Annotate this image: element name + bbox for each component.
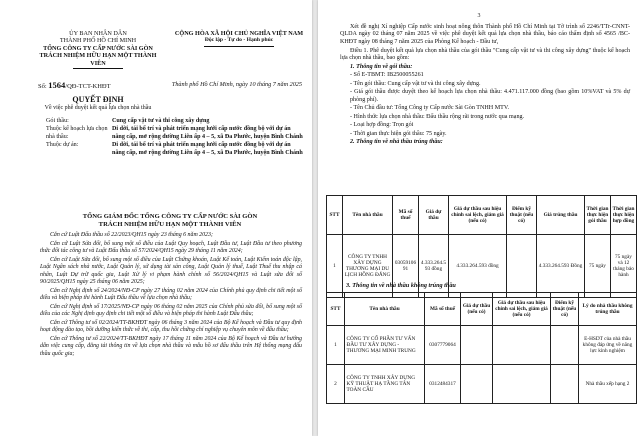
table-cell: 0312484317 [425,365,461,404]
info-row [46,118,304,125]
table-header-row [327,293,637,326]
legal-basis: Căn cứ Luật Sửa đổi, bổ sung một số điều của Luật Chứng khoán, Luật Kế toán, Luật Kiểm toán độc lập, Luật Ngân sách nhà nước, Luật Quản lý, sử dụng tài sản công, Luật Quản lý thuế, Luật Thuế thu nhập cá nhân, Luật Dự trữ quốc gia, Luật Xử lý vi phạm hành chính số 56/2024/QH15 và Luật sửa đổi số 90/2025/QH15 ngày 25 tháng 06 năm 2025; [40,256,302,286]
column-header: STT [327,293,345,326]
director-line-1: TỔNG GIÁM ĐỐC TỔNG CÔNG TY CẤP NƯỚC SÀI GÒN [82,213,258,220]
table-cell: 1 [327,326,345,365]
column-header: Mã số thuế [425,293,461,326]
legal-basis: Căn cứ Nghị định số 17/2025/NĐ-CP ngày 06 tháng 02 năm 2025 của Chính phủ sửa đổi, bổ sung một số điều của các Nghị định quy định chi tiết một số điều và biện pháp thi hành Luật Đấu thầu; [40,303,302,318]
info-label: Gói thầu: [46,118,69,124]
column-header: STT [327,196,343,235]
table-cell: 75 ngày [585,235,611,298]
table-cell: CÔNG TY TNHH XÂY DỰNG THƯƠNG MẠI DU LỊCH HỒNG ĐĂNG [343,235,393,298]
package-item: - Hình thức lựa chọn nhà thầu: Đấu thầu rộng rãi trong nước qua mạng. [350,113,525,120]
organization-header [38,30,158,69]
package-item: - Tên Chủ đầu tư: Tổng Công ty Cấp nước Sài Gòn TNHH MTV. [350,105,510,112]
nation-line-1: CỘNG HÒA XÃ HỘI CHỦ NGHĨA VIỆT NAM [174,30,304,37]
table-cell: 0305910691 [393,235,419,298]
legal-basis: Căn cứ Luật Đấu thầu số 22/2023/QH15 ngày 23 tháng 6 năm 2023; [50,232,213,238]
table-header-row [327,196,637,235]
org-line-1: ỦY BAN NHÂN DÂN [69,30,127,37]
decision-title: QUYẾT ĐỊNH [72,95,124,104]
decision-subtitle: Về việc phê duyệt kết quả lựa chọn nhà thầu [44,105,152,111]
legal-basis: Căn cứ Luật Sửa đổi, bổ sung một số điều của Luật Quy hoạch, Luật Đầu tư, Luật Đầu tư theo phương thức đối tác công tư và Luật Đấu thầu số 57/2024/QH15 ngày 29 tháng 11 năm 2024; [40,240,302,255]
reference-suffix: /QĐ-TCT-KHĐT [65,83,111,90]
director-line-2: TRÁCH NHIỆM HỮU HẠN MỘT THÀNH VIÊN [98,221,242,228]
table-cell [551,326,579,365]
section-1-title: 1. Thông tin về gói thầu: [350,63,413,70]
decision-page-3 [318,0,640,436]
reference-row [38,80,302,92]
table-cell: 1 [327,235,343,298]
consideration-paragraph [340,24,630,47]
article-1 [340,48,630,148]
column-header: Điểm kỹ thuật (nếu có) [551,293,579,326]
reference-number-value: 1564 [48,80,66,90]
package-item: - Tên gói thầu: Cung cấp vật tư và thi công xây dựng. [350,80,481,87]
table-cell [461,365,493,404]
table-cell: 4.333.264.593 đồng [419,235,449,298]
info-value: Di dời, tái bố trí và phát triển mạng lưới cấp nước đồng bộ với dự án nâng cấp, mở rộng đường Liên ấp 4 – 5, xã Đa Phước, huyện Bình Chánh [112,142,303,156]
org-line-3: TỔNG CÔNG TY CẤP NƯỚC SÀI GÒN [43,44,153,52]
column-header: Điểm kỹ thuật (nếu có) [507,196,537,235]
article-1-text: Điều 1. Phê duyệt kết quả lựa chọn nhà thầu của gói thầu "Cung cấp vật tư và thi công xây dựng" thuộc kế hoạch lựa chọn nhà thầu, bao gồm: [340,48,630,62]
org-underline [73,68,123,69]
section-3-title: 3. Thông tin về nhà thầu không trúng thầu [346,282,456,289]
table-cell: 75 ngày và 12 tháng bảo hành [611,235,637,298]
column-header: Giá dự thầu sau hiệu chỉnh sai lệch, giảm giá (nếu có) [449,196,507,235]
column-header: Giá trúng thầu [537,196,585,235]
package-item: - Loại hợp đồng: Trọn gói [350,122,414,129]
info-row [46,126,304,141]
table-cell: CÔNG TY TNHH XÂY DỰNG KỸ THUẬT HẠ TẦNG TÂN TOÀN CẦU [345,365,425,404]
table-cell: 4.333.264.593 Đồng [537,235,585,298]
reference-number [38,80,111,90]
column-header: Giá dự thầu [419,196,449,235]
column-header: Lý do nhà thầu không trúng thầu [579,293,637,326]
table-cell [493,326,551,365]
table-cell: CÔNG TY CỔ PHẦN TƯ VẤN ĐẦU TƯ XÂY DỰNG - THƯƠNG MẠI MINH TRUNG [345,326,425,365]
info-label: Thuộc dự án: [46,142,79,149]
losing-bidders-table [326,292,637,404]
decision-page-1 [0,0,312,436]
document-header [38,30,304,70]
info-label: Thuộc kế hoạch lựa chọn nhà thầu: [46,126,108,140]
column-header: Tên nhà thầu [343,196,393,235]
legal-basis: Căn cứ Thông tư số 22/2024/TT-BKHĐT ngày 17 tháng 11 năm 2024 của Bộ Kế hoạch và Đầu tư hướng dẫn việc cung cấp, đăng tải thông tin về lựa chọn nhà thầu và mẫu hồ sơ đấu thầu trên Hệ thống mạng đấu thầu quốc gia; [40,336,302,357]
nation-line-2: Độc lập - Tự do - Hạnh phúc [204,37,274,44]
reference-prefix: Số: [38,83,47,90]
info-row [46,142,304,157]
table-cell: 4.333.264.593 đồng [449,235,507,298]
column-header: Thời gian thực hiện hợp đồng [611,196,637,235]
package-info [46,118,304,158]
director-heading [38,213,302,229]
table-row [327,365,637,404]
section-2-title: 2. Thông tin về nhà thầu trúng thầu: [350,139,443,146]
column-header: Thời gian thực hiện gói thầu [585,196,611,235]
package-item: - Giá gói thầu được duyệt theo kế hoạch lựa chọn nhà thầu: 4.471.117.000 đồng (bao gồm 10%VAT và 5% dự phòng phí). [350,89,630,103]
table-cell: E-HSDT của nhà thầu không đáp ứng về năng lực kinh nghiệm [579,326,637,365]
info-value: Di dời, tái bố trí và phát triển mạng lưới cấp nước đồng bộ với dự án nâng cấp, mở rộng đường Liên ấp 4 – 5, xã Đa Phước, huyện Bình Chánh [112,126,303,140]
table-cell [551,365,579,404]
issue-date: Thành phố Hồ Chí Minh, ngày 10 tháng 7 năm 2025 [171,81,302,88]
table-cell [461,326,493,365]
table-cell: 0307779064 [425,326,461,365]
consideration-text: Xét đề nghị Xí nghiệp Cấp nước sinh hoạt nông thôn Thành phố Hồ Chí Minh tại Tờ trình số 2246/TTr-CNNT-QLDA ngày 02 tháng 07 năm 2025 về việc phê duyệt kết quả lựa chọn nhà thầu, báo cáo thẩm định số 4565 /BC-KHĐT ngày 08 tháng 7 năm 2025 của Phòng Kế hoạch - Đầu tư, [340,24,630,45]
column-header: Giá dự thầu (nếu có) [461,293,493,326]
column-header: Mã số thuế [393,196,419,235]
table-cell [507,235,537,298]
column-header: Giá dự thầu sau hiệu chỉnh sai lệch, giảm giá (nếu có) [493,293,551,326]
column-header: Tên nhà thầu [345,293,425,326]
package-item: - Số E-TBMT: IB2500055261 [350,72,424,79]
legal-bases [40,232,302,360]
national-header [164,30,312,47]
table-cell: 2 [327,365,345,404]
info-value: Cung cấp vật tư và thi công xây dựng [112,118,210,124]
table-row [327,326,637,365]
table-cell: Nhà thầu xếp hạng 2 [579,365,637,404]
legal-basis: Căn cứ Thông tư số 02/2024/TT-BKHĐT ngày 06 tháng 3 năm 2024 của Bộ Kế hoạch và Đầu tư quy định hoạt động đào tạo, bồi dưỡng kiến thức về thi, cấp, thu hồi chứng chỉ nghiệp vụ chuyên môn về đấu thầu; [40,319,302,334]
table-cell [493,365,551,404]
page-number: 3 [477,13,481,19]
org-line-2: THÀNH PHỐ HỒ CHÍ MINH [59,37,137,45]
package-item: - Thời gian thực hiện gói thầu: 75 ngày. [350,130,447,137]
nation-underline [204,46,274,47]
org-line-4: TRÁCH NHIỆM HỮU HẠN MỘT THÀNH VIÊN [39,52,157,67]
legal-basis: Căn cứ Nghị định số 24/2024/NĐ-CP ngày 27 tháng 02 năm 2024 của Chính phủ quy định chi tiết một số điều và biện pháp thi hành Luật Đấu thầu về lựa chọn nhà thầu; [40,287,302,302]
